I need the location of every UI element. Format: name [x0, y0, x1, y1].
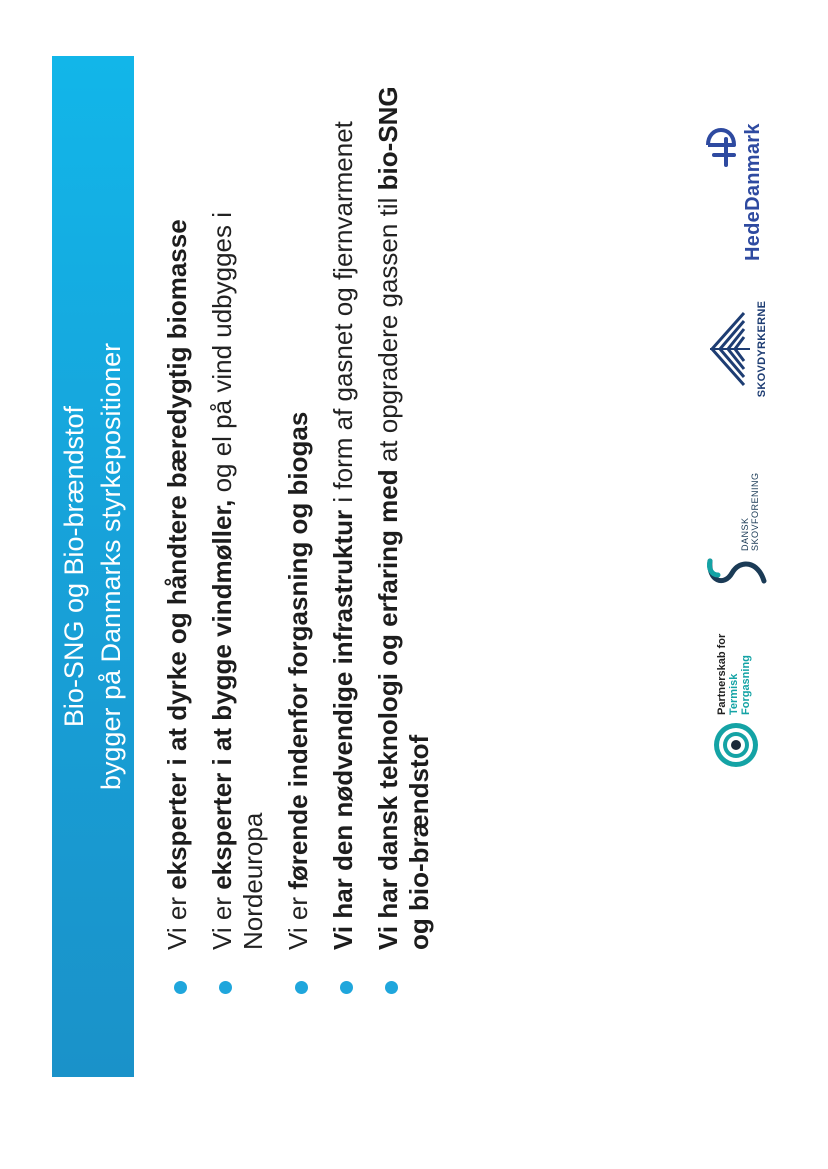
bullet-text-run: og el på vind udbygges i Nordeuropa [207, 211, 268, 950]
bullet-item [162, 74, 193, 994]
bullet-dot-icon [385, 981, 398, 994]
partnerskab-line-3: Forgasning [740, 655, 752, 715]
bullet-text-run: Vi er [162, 889, 192, 950]
bullet-dot-icon [295, 981, 308, 994]
hd-monogram-icon [700, 119, 740, 169]
bullet-text-bold: Vi har dansk teknologi og erfaring med [373, 469, 403, 950]
bullet-text-run: at opgradere gassen til [373, 190, 403, 470]
title-line-2: bygger på Danmarks styrkepositioner [96, 342, 126, 791]
logo-row [700, 9, 790, 1029]
s-swirl-icon [704, 551, 770, 591]
bullet-dot-icon [219, 981, 232, 994]
bullet-text-bold: Vi har den nødvendige infrastruktur [328, 509, 358, 950]
bullet-text-run: Vi er [207, 889, 237, 950]
bullet-item [207, 74, 269, 994]
bullet-text [207, 212, 268, 950]
bullet-text-run: Vi er [283, 889, 313, 950]
bullet-dot-icon [174, 981, 187, 994]
bullet-text [283, 412, 313, 950]
bullet-item [283, 74, 314, 994]
dsf-line-2: SKOVFORENING [750, 472, 760, 551]
bullet-item [373, 74, 435, 994]
dsf-line-1: DANSK [740, 517, 750, 551]
bullet-text-run: i form af gasnet og fjernvarmenet [328, 121, 358, 510]
bullet-text [373, 86, 434, 950]
bullet-text-bold: eksperter i at dyrke og håndtere bæredygtig biomasse [162, 219, 192, 890]
bullet-text [328, 121, 358, 950]
title-banner [52, 56, 134, 1077]
partnerskab-line-1: Partnerskab for [716, 633, 728, 715]
bullet-text [162, 219, 192, 950]
bullet-dot-icon [340, 981, 353, 994]
bullet-text-bold: eksperter i at bygge vindmøller, [207, 499, 237, 890]
hededanmark-logo [700, 81, 780, 261]
hededanmark-name: HedeDanmark [742, 123, 764, 261]
skovdyrkerne-logo [702, 289, 782, 409]
concentric-circles-icon [712, 721, 760, 769]
bullet-text-bold: bio-SNG og bio-brændstof [373, 86, 434, 950]
title-line-1: Bio-SNG og Bio-brændstof [59, 405, 89, 728]
partnerskab-line-2: Termisk [728, 673, 740, 715]
skovdyrkerne-name: SKOVDYRKERNE [756, 300, 768, 398]
partnerskab-logo [710, 569, 770, 769]
dansk-skovforening-logo [704, 472, 774, 591]
bullet-list [162, 74, 449, 994]
bullet-item [328, 74, 359, 994]
stylized-tree-icon [704, 309, 754, 389]
bullet-text-bold: førende indenfor forgasning og biogas [283, 411, 313, 890]
